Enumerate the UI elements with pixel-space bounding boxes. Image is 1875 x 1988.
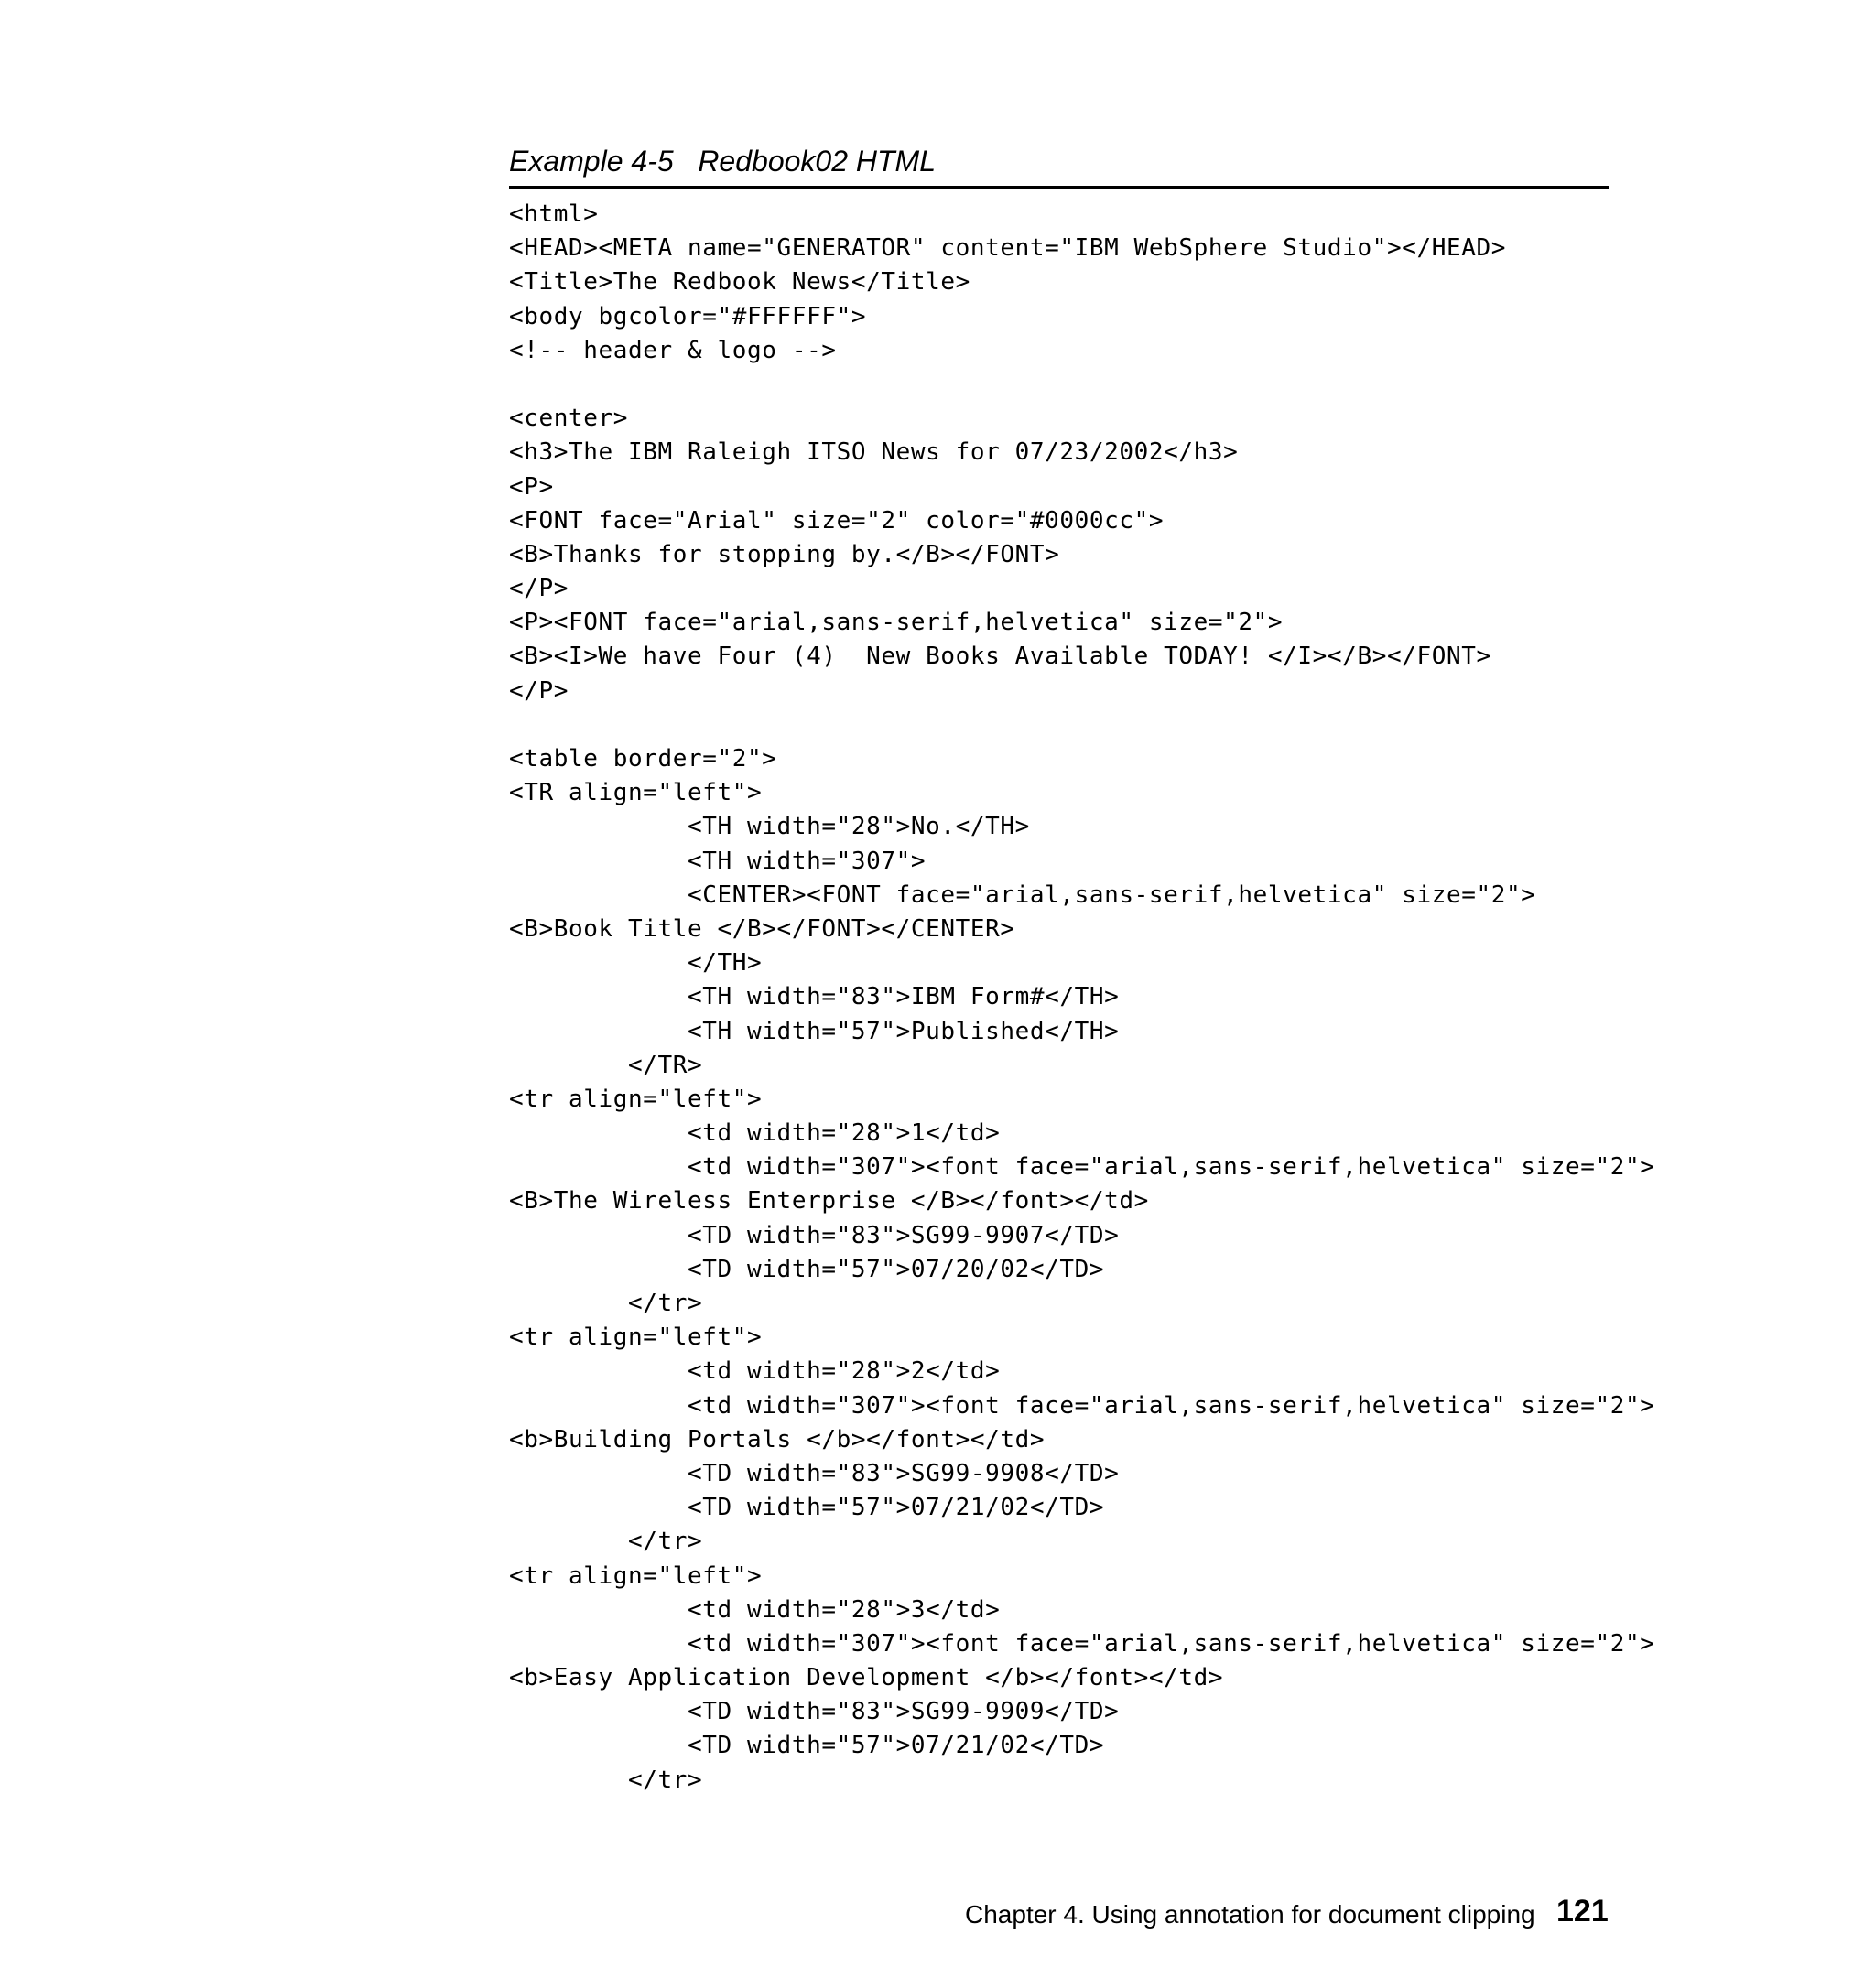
code-line: </TH>	[509, 949, 763, 978]
code-line: <CENTER><FONT face="arial,sans-serif,helvetica" size="2">	[509, 881, 1536, 909]
footer-chapter-title: Chapter 4. Using annotation for document clipping	[965, 1900, 1535, 1929]
code-line: <td width="28">1</td>	[509, 1119, 1001, 1148]
code-line: </P>	[509, 676, 569, 705]
code-line: <B>Thanks for stopping by.</B></FONT>	[509, 540, 1060, 568]
code-line	[509, 368, 1655, 402]
code-line: <td width="28">2</td>	[509, 1357, 1001, 1386]
code-line: <td width="307"><font face="arial,sans-serif,helvetica" size="2">	[509, 1629, 1655, 1658]
code-line: <TH width="307">	[509, 847, 927, 875]
code-line: <HEAD><META name="GENERATOR" content="IBM WebSphere Studio"></HEAD>	[509, 234, 1506, 263]
code-line: <B><I>We have Four (4) New Books Available TODAY! </I></B></FONT>	[509, 643, 1491, 671]
code-line: <h3>The IBM Raleigh ITSO News for 07/23/2002</h3>	[509, 438, 1239, 467]
code-line: <TD width="57">07/21/02</TD>	[509, 1494, 1105, 1522]
code-line: <tr align="left">	[509, 1085, 763, 1113]
code-line: <!-- header & logo -->	[509, 336, 837, 364]
code-line: <table border="2">	[509, 745, 777, 773]
code-line: <TR align="left">	[509, 779, 763, 807]
code-line: <tr align="left">	[509, 1324, 763, 1352]
code-line: <body bgcolor="#FFFFFF">	[509, 302, 867, 330]
code-line: <td width="28">3</td>	[509, 1595, 1001, 1624]
code-line	[509, 708, 1655, 742]
code-line: <TD width="83">SG99-9909</TD>	[509, 1698, 1120, 1726]
code-line: </tr>	[509, 1290, 703, 1317]
example-caption: Example 4-5 Redbook02 HTML	[509, 145, 936, 178]
caption-rule	[509, 186, 1609, 189]
code-listing	[509, 198, 1655, 1798]
code-line: </P>	[509, 575, 569, 603]
code-line: <html>	[509, 200, 599, 228]
code-line: </tr>	[509, 1766, 703, 1794]
code-line: <b>Building Portals </b></font></td>	[509, 1425, 1046, 1453]
code-line: <Title>The Redbook News</Title>	[509, 268, 970, 297]
code-line: <TD width="57">07/21/02</TD>	[509, 1732, 1105, 1760]
code-line: <TD width="83">SG99-9907</TD>	[509, 1221, 1120, 1249]
code-line: <P><FONT face="arial,sans-serif,helvetica" size="2">	[509, 609, 1284, 637]
code-line: <FONT face="Arial" size="2" color="#0000cc">	[509, 506, 1165, 535]
code-line: <TH width="83">IBM Form#</TH>	[509, 983, 1120, 1011]
code-line: <B>Book Title </B></FONT></CENTER>	[509, 914, 1015, 943]
code-line: <td width="307"><font face="arial,sans-serif,helvetica" size="2">	[509, 1391, 1655, 1420]
page-number: 121	[1556, 1894, 1609, 1929]
code-line: <b>Easy Application Development </b></font></td>	[509, 1664, 1224, 1692]
code-line: <TD width="57">07/20/02</TD>	[509, 1255, 1105, 1283]
code-line: <center>	[509, 405, 629, 433]
code-line: <P>	[509, 472, 554, 501]
code-line: </TR>	[509, 1051, 703, 1079]
code-line: <B>The Wireless Enterprise </B></font></td>	[509, 1187, 1149, 1215]
code-line: <TH width="57">Published</TH>	[509, 1017, 1120, 1045]
code-line: <tr align="left">	[509, 1561, 763, 1590]
code-line: <TD width="83">SG99-9908</TD>	[509, 1459, 1120, 1487]
code-line: <TH width="28">No.</TH>	[509, 813, 1030, 841]
code-line: <td width="307"><font face="arial,sans-serif,helvetica" size="2">	[509, 1153, 1655, 1182]
code-line: </tr>	[509, 1528, 703, 1556]
